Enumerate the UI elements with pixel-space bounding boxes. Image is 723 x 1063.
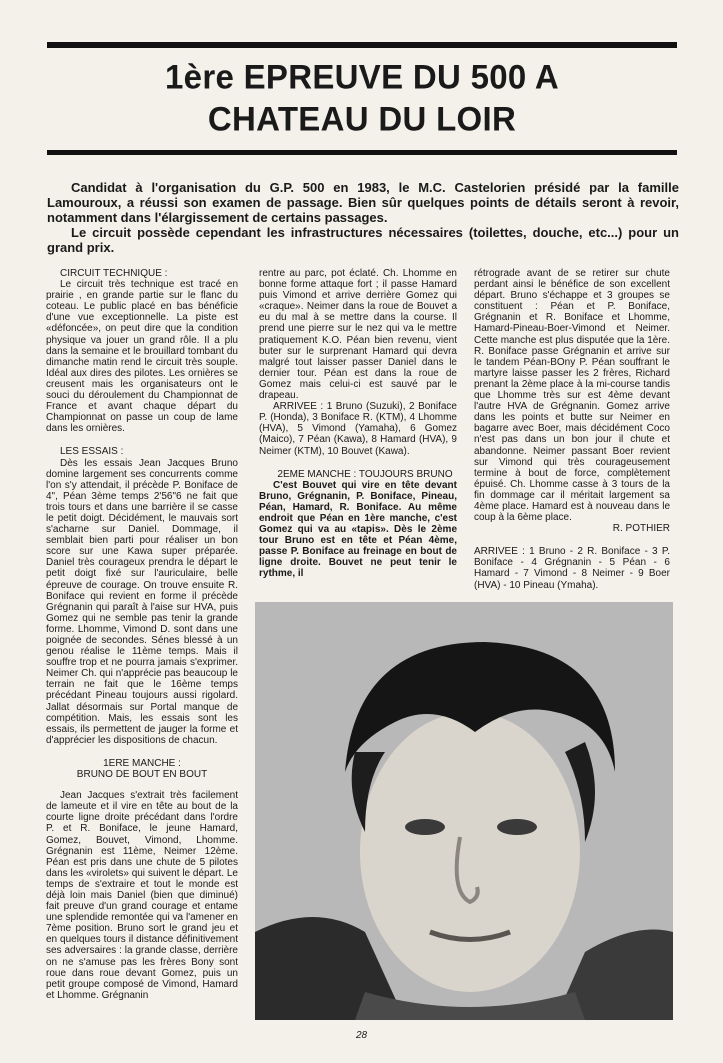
arrivee-2-paragraph: ARRIVEE : 1 Bruno - 2 R. Boniface - 3 P. Boniface - 4 Grégnanin - 5 Péan - 6 Hamard - 7 Vimond - 8 Neimer - 9 Boer (HVA) - 10 Pineau (Ymaha). [474,546,670,591]
column-1 [46,268,238,1001]
title-line-2: CHATEAU DU LOIR [207,99,517,138]
intro-paragraph-1: Candidat à l'organisation du G.P. 500 en 1983, le M.C. Castelorien présidé par la famille Lamouroux, a réussi son examen de passage. Bien sûr quelques points de détails seront à revoir, notamment dans l'élargissement de certains passages. [47,180,679,225]
essais-paragraph: Dès les essais Jean Jacques Bruno domine largement ses concurrents comme l'on s'y attendait, il précède P. Boniface de 4", Péan 3ème temps 2'56"6 ne fait que trois tours et dans une barrière il se casse le petit doigt. Décidément, le mauvais sort s'acharne sur Daniel. Dommage, il semblait bien parti pour réaliser un bon score sur une Kawa super préparée. Daniel très courageux prendra le départ le petit doigt fixé sur l'auriculaire, belle épreuve de courage. On trouve ensuite R. Boniface qui revient en forme il précède Grégnanin qui paraît à l'aise sur HVA, puis Gomez qui ne semble pas tenir la grande forme. Lhomme, Vimond D. sont dans une poignée de secondes. Sénes blessé à un genou réalise le 11ème temps. Mais il souffre trop et ne pourra jamais s'exprimer. Neimer Ch. qui n'apprécie pas beaucoup le terrain ne fait que le 16ème temps précédant Pineau toujours aussi rigolard. Jallat désormais sur Portal manque de compétition. Mais, les essais sont les essais, ils permettent de jauger la forme et d'apprécier les dispositions de chacun. [46,457,238,746]
heading-essais: LES ESSAIS : [60,446,124,458]
portrait-illustration [255,602,673,1020]
manche-2-paragraph: C'est Bouvet qui vire en tête devant Bruno, Grégnanin, P. Boniface, Pineau, Péan, Hamard, R. Boniface. Au même endroit que Péan en 1ère manche, c'est Gomez qui va au «tapis». Dès le 2ème tour Bruno est en tête et Péan 4ème, passe P. Boniface au freinage en bout de ligne droite. Bouvet ne peut tenir le rythme, il [259,479,457,580]
intro-paragraphs [47,180,679,255]
author-signature: R. POTHIER [612,523,670,535]
manche-1-paragraph: Jean Jacques s'extrait très facilement de lameute et il vire en tête au bout de la courte ligne droite précédant dans l'ordre P. et R. Boniface, le jeune Hamard, Gomez, Bouvet, Vimond, Lhomme. Grégnanin est 11ème, Neimer 12ème. Péan est pris dans une chute de 5 pilotes dans les «virolets» qui suivent le départ. Le temps de s'extraire et tout le monde est déjà loin mais Daniel (bien que diminué) fait preuve d'un grand courage et entame une splendide remontée qui va l'amener en 7ème position. Bruno sort le grand jeu et en quelques tours il distance définitivement ses adversaires : la grande classe, derrière on ne s'amuse pas les frères Bony sont roue dans roue devant Gomez, puis un petit groupe composé de Vimond, Hamard et Lhomme. Grégnanin [46,790,238,1001]
heading-manche-1 [46,758,238,780]
manche-1-continued: rentre au parc, pot éclaté. Ch. Lhomme en bonne forme attaque fort ; il passe Hamard puis Vimond et arrive derrière Gomez qui «craque». Neimer dans la roue de Bouvet a eu du mal à se mettre dans la course. Il prend une pierre sur le nez qui va le mettre pratiquement K.O. Péan bien revenu, vient buter sur le surprenant Hamard qui devra malgré tout laisser passer Daniel dans le dernier tour. Péan est dans la roue de Gomez mais celui-ci est sauvé par le drapeau. [259,268,457,402]
heading-circuit: CIRCUIT TECHNIQUE : [60,268,168,279]
manche-2-continued: rétrograde avant de se retirer sur chute perdant ainsi le bénéfice de son excellent départ. Bruno s'échappe et 3 groupes se constituent : Péan et P. Boniface, Grégnanin et R. Boniface et Lhomme, Hamard-Pineau-Boer-Vimond et Neimer. Cette manche est plus disputée que la 1ère. R. Boniface passe Grégnanin et arrive sur le tandem Péan-BOny P. Péan souffrant le martyre laisse passer les 2 frères, Richard prenant la 2ème place à la mi-course tandis que Lhomme très sur est 4ème devant l'autre HVA de Grégnanin. Gomez arrive dans les points et butte sur Neimer en bagarre avec Boer, mais décidément Coco n'est pas dans un bon jour il chute et abandonne. Neimer passant Boer revient sur Vimond qui très courageusement termine à bout de force, complètement épuisé. Ch. Lhomme casse à 3 tours de la fin dommage car il méritait largement sa 4ème place. Hamard est à nouveau dans le coup à la 6ème place. [474,268,670,524]
arrivee-1-paragraph: ARRIVEE : 1 Bruno (Suzuki), 2 Boniface P. (Honda), 3 Boniface R. (KTM), 4 Lhomme (HVA), 5 Vimond (Yamaha), 6 Gomez (Maico), 7 Péan (Kawa), 8 Hamard (HVA), 9 Neimer (KTM), 10 Bouvet (Kawa). [259,401,457,457]
circuit-paragraph: Le circuit très technique est tracé en prairie , en grande partie sur le flanc du coteau. Le public placé en bas bénéficie d'une vue exceptionnelle. La piste est «défoncée», on peut dire que la condition physique va jouer un grand rôle. Il a plu dans la semaine et le brouillard tombant du dimanche matin rend le circuit très souple. Idéal aux dires des pilotes. Les ornières se creusent mais les organisateurs ont le souci du déroulement du Championnat de France et avant chaque départ du Championnat on passe un coup de lame dans les ornières. [46,279,238,435]
title-line-1: 1ère EPREUVE DU 500 A [165,57,559,96]
heading-manche-1-line-2: BRUNO DE BOUT EN BOUT [76,769,208,781]
column-3 [474,268,670,591]
page-number: 28 [355,1030,368,1041]
intro-paragraph-2: Le circuit possède cependant les infrastructures nécessaires (toilettes, douche, etc...) pour un grand prix. [47,225,679,255]
rider-portrait-photo [255,602,673,1020]
article-title [47,56,677,140]
column-2 [259,268,457,580]
heading-manche-1-line-1: 1ERE MANCHE : [103,757,181,769]
top-rule [47,42,677,48]
bottom-rule [47,150,677,155]
heading-manche-2: 2EME MANCHE : TOUJOURS BRUNO [277,468,453,480]
